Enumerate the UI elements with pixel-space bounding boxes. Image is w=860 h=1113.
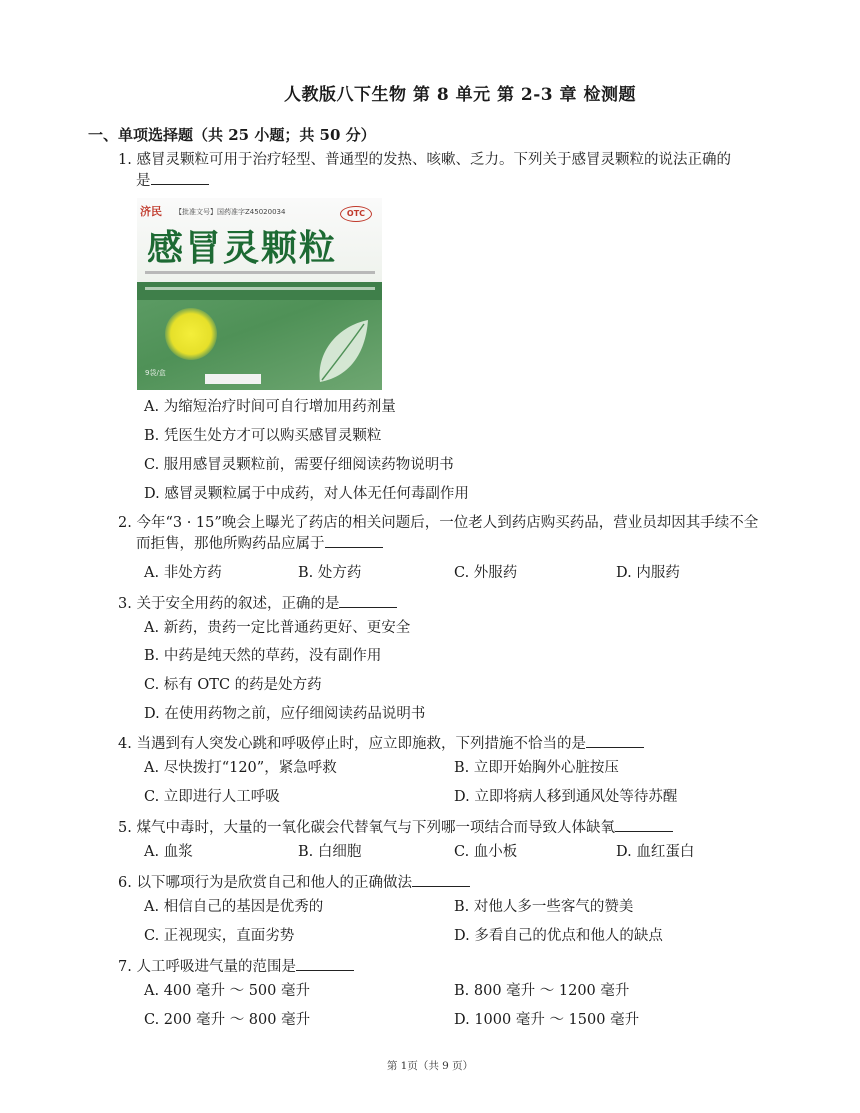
option-1d[interactable]: D. 感冒灵颗粒属于中成药，对人体无任何毒副作用 <box>144 486 469 502</box>
option-7c[interactable]: C. 200 毫升 ～ 800 毫升 <box>144 1012 311 1028</box>
option-5b[interactable]: B. 白细胞 <box>298 844 362 860</box>
question-stem-cont: 是 <box>118 170 778 191</box>
answer-blank[interactable] <box>339 593 397 608</box>
fine-print <box>145 271 375 274</box>
option-2b[interactable]: B. 处方药 <box>298 565 362 581</box>
option-5a[interactable]: A. 血浆 <box>144 844 193 860</box>
option-5d[interactable]: D. 血红蛋白 <box>616 844 695 860</box>
medicine-box-image <box>137 198 382 390</box>
answer-blank[interactable] <box>325 533 383 548</box>
question-stem: 4. 当遇到有人突发心跳和呼吸停止时，应立即施救，下列措施不恰当的是 <box>118 733 778 754</box>
option-6d[interactable]: D. 多看自己的优点和他人的缺点 <box>454 928 663 944</box>
option-5c[interactable]: C. 血小板 <box>454 844 518 860</box>
question-stem: 1. 感冒灵颗粒可用于治疗轻型、普通型的发热、咳嗽、乏力。下列关于感冒灵颗粒的说法正确的 <box>118 152 731 168</box>
answer-blank[interactable] <box>296 956 354 971</box>
option-3d[interactable]: D. 在使用药物之前，应仔细阅读药品说明书 <box>144 706 426 722</box>
otc-badge: OTC <box>340 206 372 222</box>
manufacturer-label <box>205 374 261 384</box>
pack-count: 9袋/盒 <box>145 369 166 377</box>
question-5 <box>118 817 778 838</box>
answer-blank[interactable] <box>586 733 644 748</box>
question-stem: 2. 今年“3 · 15”晚会上曝光了药店的相关问题后，一位老人到药店购买药品，营业员却因其手续不全 <box>118 515 759 531</box>
question-stem: 5. 煤气中毒时，大量的一氧化碳会代替氧气与下列哪一项结合而导致人体缺氧 <box>118 817 778 838</box>
question-stem: 6. 以下哪项行为是欣赏自己和他人的正确做法 <box>118 872 778 893</box>
option-7d[interactable]: D. 1000 毫升 ～ 1500 毫升 <box>454 1012 640 1028</box>
question-4 <box>118 733 778 754</box>
approval-number: 【批准文号】国药准字Z45020034 <box>175 208 286 216</box>
brand-logo: 济民 <box>140 205 162 218</box>
fine-print-band <box>145 287 375 290</box>
option-6a[interactable]: A. 相信自己的基因是优秀的 <box>144 899 324 915</box>
option-4c[interactable]: C. 立即进行人工呼吸 <box>144 789 280 805</box>
answer-blank[interactable] <box>151 170 209 185</box>
option-3c[interactable]: C. 标有 OTC 的药是处方药 <box>144 677 322 693</box>
product-name: 感冒灵颗粒 <box>147 228 338 269</box>
option-2a[interactable]: A. 非处方药 <box>144 565 222 581</box>
answer-blank[interactable] <box>412 872 470 887</box>
option-4a[interactable]: A. 尽快拨打“120”，紧急呼救 <box>144 760 337 776</box>
option-7b[interactable]: B. 800 毫升 ～ 1200 毫升 <box>454 983 630 999</box>
page-footer: 第 1页（共 9 页） <box>386 1060 474 1072</box>
section-heading: 一、单项选择题（共 25 小题；共 50 分） <box>88 126 376 144</box>
option-3b[interactable]: B. 中药是纯天然的草药，没有副作用 <box>144 648 382 664</box>
box-band <box>137 282 382 300</box>
option-6c[interactable]: C. 正视现实，直面劣势 <box>144 928 295 944</box>
leaf-icon <box>312 316 372 388</box>
option-1a[interactable]: A. 为缩短治疗时间可自行增加用药剂量 <box>144 399 396 415</box>
option-7a[interactable]: A. 400 毫升 ～ 500 毫升 <box>144 983 310 999</box>
sun-graphic <box>165 308 217 360</box>
option-1b[interactable]: B. 凭医生处方才可以购买感冒灵颗粒 <box>144 428 382 444</box>
option-6b[interactable]: B. 对他人多一些客气的赞美 <box>454 899 634 915</box>
option-2c[interactable]: C. 外服药 <box>454 565 518 581</box>
question-6 <box>118 872 778 893</box>
question-3 <box>118 593 778 614</box>
question-stem-cont: 而拒售，那他所购药品应属于 <box>118 533 778 554</box>
question-2 <box>118 513 778 554</box>
option-4b[interactable]: B. 立即开始胸外心脏按压 <box>454 760 619 776</box>
option-4d[interactable]: D. 立即将病人移到通风处等待苏醒 <box>454 789 678 805</box>
question-1 <box>118 150 778 191</box>
page-title: 人教版八下生物 第 8 单元 第 2-3 章 检测题 <box>284 85 636 105</box>
option-1c[interactable]: C. 服用感冒灵颗粒前，需要仔细阅读药物说明书 <box>144 457 454 473</box>
question-stem: 3. 关于安全用药的叙述，正确的是 <box>118 593 778 614</box>
answer-blank[interactable] <box>615 817 673 832</box>
option-3a[interactable]: A. 新药，贵药一定比普通药更好、更安全 <box>144 620 411 636</box>
option-2d[interactable]: D. 内服药 <box>616 565 680 581</box>
question-stem: 7. 人工呼吸进气量的范围是 <box>118 956 778 977</box>
question-7 <box>118 956 778 977</box>
